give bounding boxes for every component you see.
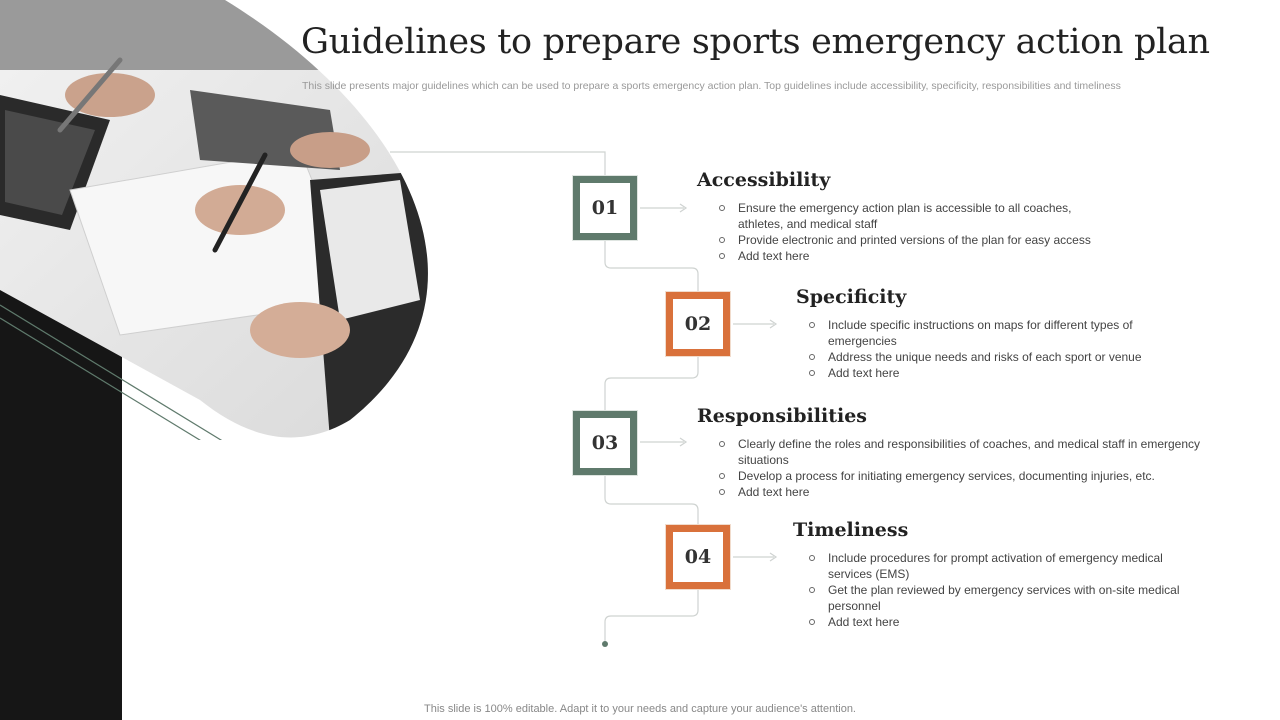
step-number: 02 (684, 313, 712, 335)
step-number: 01 (591, 197, 619, 219)
bullet-item: Add text here (718, 248, 1118, 264)
bullet-item: Address the unique needs and risks of each sport or venue (808, 349, 1188, 365)
step-bullets (718, 436, 1208, 500)
step-number: 03 (591, 432, 619, 454)
step-number: 04 (684, 546, 712, 568)
bullet-item: Include specific instructions on maps for different types of emergencies (808, 317, 1188, 349)
office-photo (0, 0, 470, 440)
bullet-item: Include procedures for prompt activation of emergency medical services (EMS) (808, 550, 1208, 582)
page-subtitle: This slide presents major guidelines which can be used to prepare a sports emergency action plan. Top guidelines include accessibility, specificity, responsibilities and timeliness (302, 80, 1121, 92)
footer-note: This slide is 100% editable. Adapt it to your needs and capture your audience's attention. (424, 703, 856, 715)
step-number-box (573, 411, 637, 475)
bullet-item: Ensure the emergency action plan is accessible to all coaches, athletes, and medical staff (718, 200, 1118, 232)
step-title: Specificity (796, 286, 907, 308)
step-title: Responsibilities (697, 405, 867, 427)
bullet-item: Provide electronic and printed versions of the plan for easy access (718, 232, 1118, 248)
step-number-box (573, 176, 637, 240)
bullet-item: Get the plan reviewed by emergency services with on-site medical personnel (808, 582, 1208, 614)
step-number-box (666, 292, 730, 356)
step-bullets (808, 550, 1208, 630)
step-title: Accessibility (697, 169, 831, 191)
step-bullets (808, 317, 1188, 381)
page-title: Guidelines to prepare sports emergency action plan (301, 22, 1210, 62)
bullet-item: Add text here (808, 614, 1208, 630)
bullet-item: Add text here (808, 365, 1188, 381)
bullet-item: Clearly define the roles and responsibilities of coaches, and medical staff in emergency situations (718, 436, 1208, 468)
bullet-item: Develop a process for initiating emergency services, documenting injuries, etc. (718, 468, 1208, 484)
step-bullets (718, 200, 1118, 264)
step-title: Timeliness (793, 519, 909, 541)
step-number-box (666, 525, 730, 589)
bullet-item: Add text here (718, 484, 1208, 500)
